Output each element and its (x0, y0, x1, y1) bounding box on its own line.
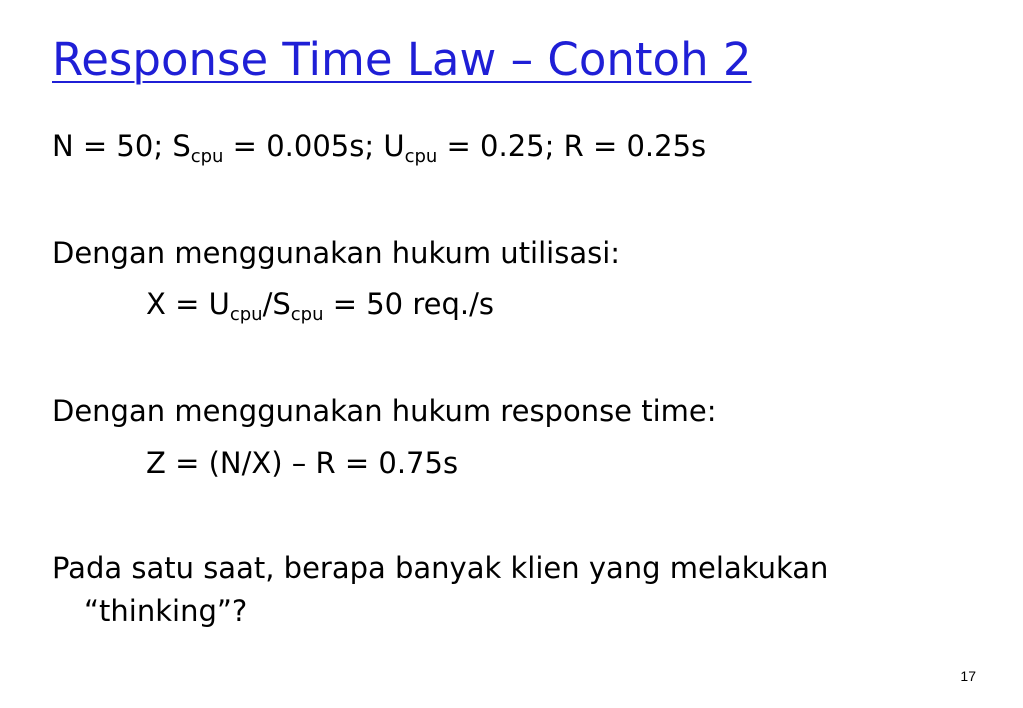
response-time-intro: Dengan menggunakan hukum response time: (52, 394, 717, 428)
given-values (52, 129, 707, 167)
given-n-text: N = 50; S (52, 129, 191, 163)
throughput-mid: /S (262, 287, 291, 321)
given-u-subscript: cpu (404, 146, 438, 167)
throughput-s-subscript: cpu (290, 304, 324, 325)
throughput-rhs: = 50 req./s (323, 287, 494, 321)
slide-title: Response Time Law – Contoh 2 (52, 33, 752, 86)
question-line-1: Pada satu saat, berapa banyak klien yang melakukan (52, 551, 829, 585)
page-number: 17 (960, 668, 976, 684)
given-rest-text: = 0.25; R = 0.25s (437, 129, 707, 163)
throughput-formula (146, 287, 494, 325)
throughput-u-subscript: cpu (229, 304, 263, 325)
utilization-intro: Dengan menggunakan hukum utilisasi: (52, 236, 621, 270)
question-line-2: “thinking”? (84, 594, 248, 628)
given-s-text: = 0.005s; U (223, 129, 405, 163)
throughput-lhs: X = U (146, 287, 230, 321)
given-s-subscript: cpu (190, 146, 224, 167)
think-time-formula: Z = (N/X) – R = 0.75s (146, 446, 459, 480)
